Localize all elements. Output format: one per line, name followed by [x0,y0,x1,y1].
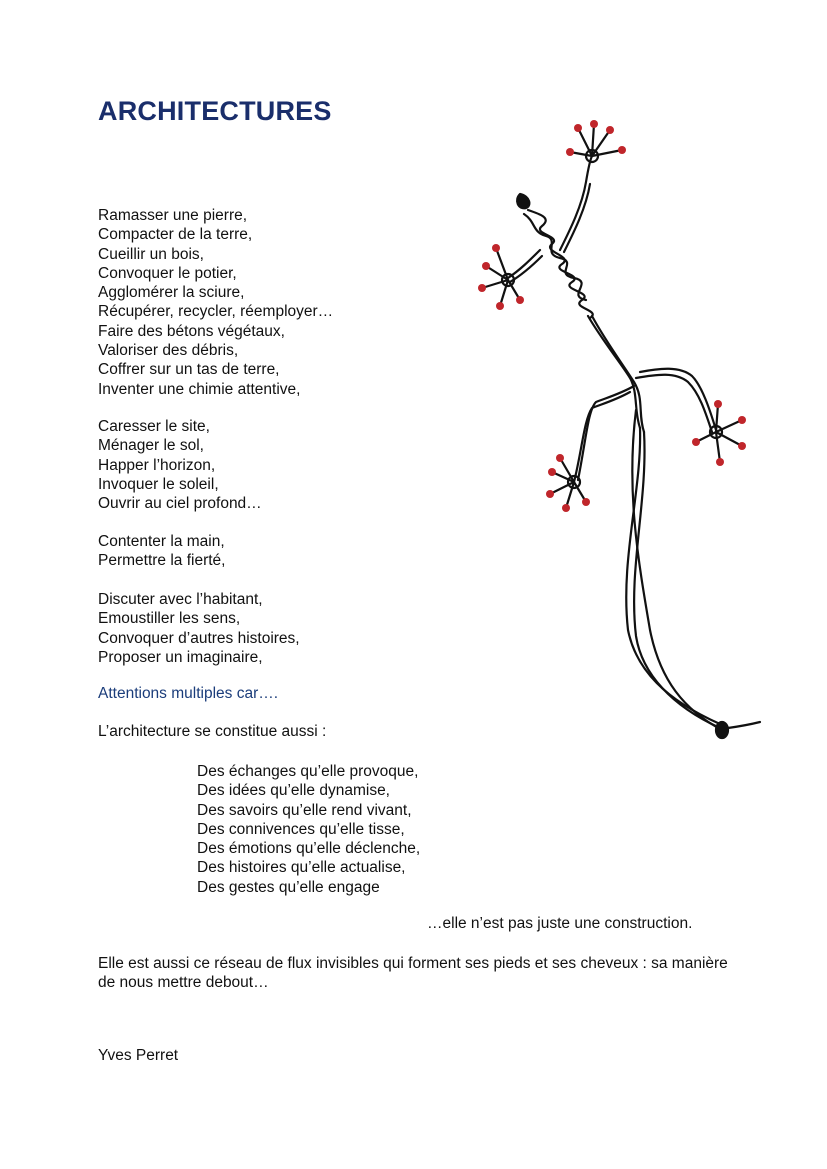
list-line: Des histoires qu’elle actualise, [197,859,406,877]
stanza-1 [98,206,333,399]
poem-line: Valoriser des débris, [98,342,239,360]
poem-line: Ramasser une pierre, [98,207,248,224]
lizard-drawing [470,110,770,750]
poem-line: Contenter la main, [98,533,225,550]
poem-line: Agglomérer la sciure, [98,284,245,302]
intro-line: L’architecture se constitue aussi : [98,723,327,740]
list-line: Des connivences qu’elle tisse, [197,820,405,838]
poem-line: Discuter avec l’habitant, [98,591,263,608]
indented-list [197,762,420,897]
poem-line: Compacter de la terre, [98,226,253,244]
poem-line: Emoustiller les sens, [98,610,241,628]
poem-line: Coffrer sur un tas de terre, [98,361,280,379]
poem-line: Inventer une chimie attentive, [98,380,301,398]
stanza-2 [98,417,262,513]
stanza-4 [98,590,300,667]
poem-line: Convoquer le potier, [98,264,237,282]
poem-line: Ménager le sol, [98,437,204,455]
conclusion-line: …elle n’est pas juste une construction. [427,915,693,932]
poem-line: Permettre la fierté, [98,552,226,570]
list-line: Des émotions qu’elle déclenche, [197,840,421,858]
author-signature: Yves Perret [98,1047,179,1064]
poem-line: Happer l’horizon, [98,456,216,474]
list-line: Des savoirs qu’elle rend vivant, [197,801,412,819]
poem-line: Caresser le site, [98,418,210,435]
poem-line: Invoquer le soleil, [98,475,219,493]
list-line: Des idées qu’elle dynamise, [197,782,390,800]
poem-line: Cueillir un bois, [98,245,204,263]
poem-line: Ouvrir au ciel profond… [98,495,262,513]
poem-line: Proposer un imaginaire, [98,648,263,666]
poem-line: Récupérer, recycler, réemployer… [98,303,334,321]
attention-line: Attentions multiples car…. [98,685,279,702]
poem-line: Convoquer d’autres histoires, [98,629,300,647]
stanza-3 [98,532,226,571]
poem-line: Faire des bétons végétaux, [98,322,285,340]
final-paragraph: Elle est aussi ce réseau de flux invisibles qui forment ses pieds et ses cheveux : sa manière de nous mettre debout… [98,955,728,992]
list-line: Des échanges qu’elle provoque, [197,763,419,780]
list-line: Des gestes qu’elle engage [197,878,380,896]
page-title: ARCHITECTURES [98,96,332,126]
